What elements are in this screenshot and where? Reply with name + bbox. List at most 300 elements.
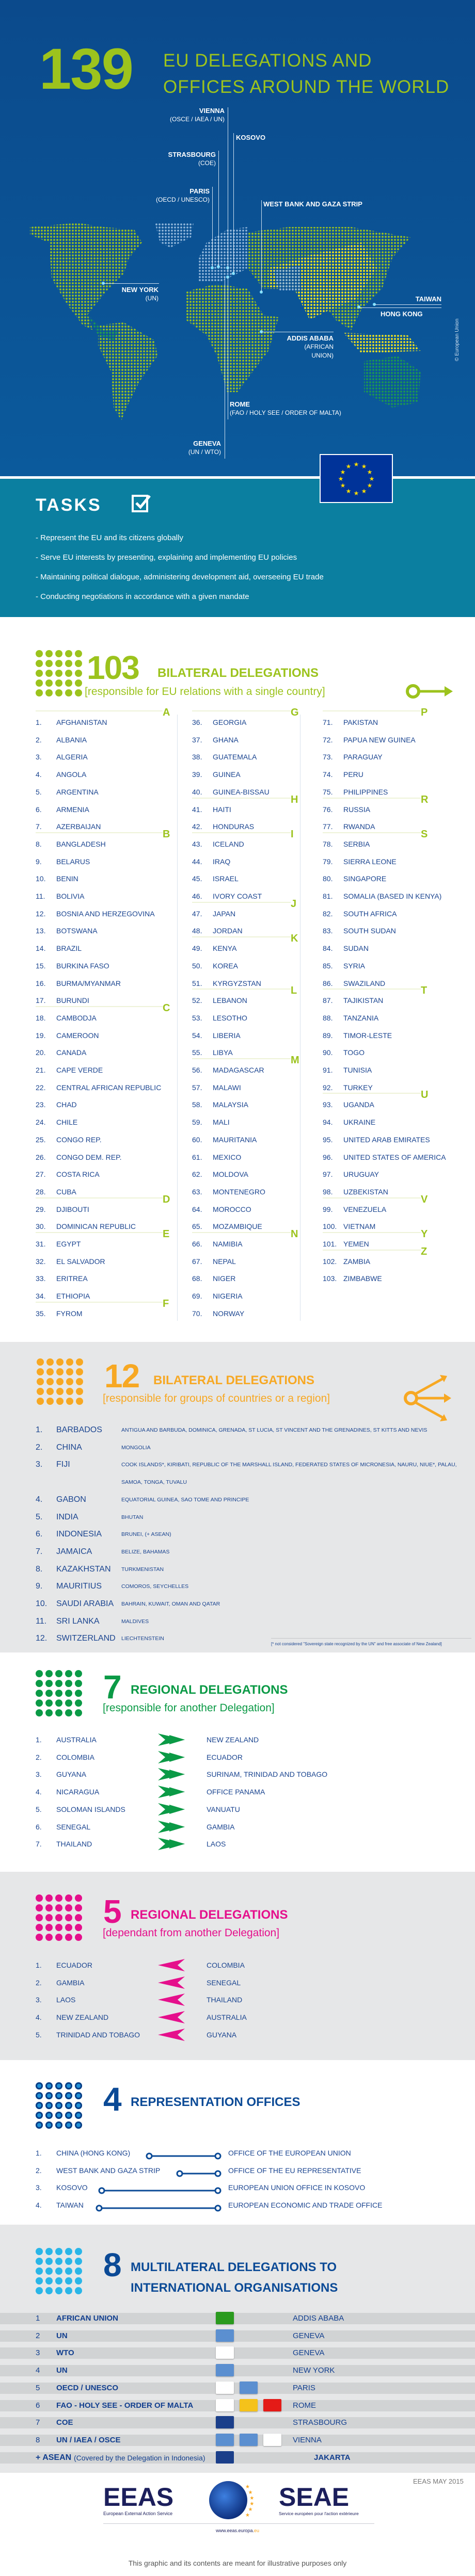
task-item: - Maintaining political dialogue, administering development aid, overseeing EU trade — [36, 573, 324, 581]
row-number: 96. — [323, 1153, 333, 1161]
country-name: NAMIBIA — [213, 1240, 243, 1248]
covered-countries: MONGOLIA — [121, 1444, 151, 1451]
group-row — [36, 1456, 469, 1486]
regional-row — [36, 1835, 345, 1853]
country-row — [323, 1113, 441, 1131]
delegation-name: TRINIDAD AND TOBAGO — [56, 2030, 140, 2039]
country-name: ANGOLA — [56, 770, 87, 779]
dot — [36, 1670, 43, 1677]
country-name: UNITED ARAB EMIRATES — [343, 1135, 430, 1144]
country-row — [192, 1253, 313, 1270]
dot — [36, 2092, 43, 2099]
dot — [75, 1904, 82, 1911]
country-name: PARAGUAY — [343, 753, 383, 762]
dot — [36, 689, 43, 696]
group-row — [36, 1509, 469, 1526]
dot — [55, 1894, 62, 1902]
country-name: JORDAN — [213, 927, 243, 935]
country-row — [192, 1183, 313, 1201]
row-number: 22. — [36, 1083, 46, 1092]
dot — [65, 1914, 72, 1921]
dot — [75, 1709, 82, 1716]
delegation-name: SOLOMAN ISLANDS — [56, 1805, 125, 1813]
regional-responsible-subtitle: [responsible for another Delegation] — [103, 1702, 275, 1714]
row-number: 82. — [323, 909, 333, 918]
asean-note: (Covered by the Delegation in Indonesia) — [74, 2453, 205, 2462]
dot — [65, 2258, 72, 2265]
map-label-paris: PARIS (OECD / UNESCO) — [155, 187, 210, 203]
country-row — [36, 1148, 185, 1166]
row-number: 4. — [36, 2201, 42, 2210]
covered-countries: ANTIGUA AND BARBUDA, DOMINICA, GRENADA, ST LUCIA, ST VINCENT AND THE GRENADINES, ST KITTS AND NEVIS — [121, 1427, 427, 1433]
country-row — [36, 1131, 185, 1148]
representation-title: REPRESENTATION OFFICES — [131, 2095, 300, 2109]
country-name: LEBANON — [213, 996, 247, 1005]
dot — [55, 2277, 62, 2285]
dot — [75, 2121, 82, 2129]
holy-see-logo-icon — [240, 2399, 258, 2411]
country-row — [36, 783, 185, 801]
country-name: GHANA — [213, 735, 239, 744]
dot — [75, 1914, 82, 1921]
partner-name: GAMBIA — [207, 1822, 235, 1831]
letter-divider — [323, 1250, 421, 1251]
row-number: 77. — [323, 822, 333, 831]
place-name: CHINA (HONG KONG) — [56, 2149, 131, 2157]
row-number: 91. — [323, 1066, 333, 1074]
svg-text:★: ★ — [340, 482, 346, 489]
country-row — [36, 957, 185, 975]
dot — [75, 660, 82, 667]
row-number: 80. — [323, 874, 333, 883]
country-row — [192, 1201, 313, 1218]
country-name: VIETNAM — [343, 1222, 376, 1231]
regional-row — [36, 1974, 345, 1991]
country-row — [36, 870, 185, 887]
arrow-right-icon — [158, 1751, 185, 1763]
country-name: MONTENEGRO — [213, 1187, 265, 1196]
row-number: 10. — [36, 1599, 48, 1608]
country-name: TOGO — [343, 1048, 365, 1057]
row-number: 1. — [36, 1961, 42, 1969]
row-number: 52. — [192, 996, 202, 1005]
country-name: TIMOR-LESTE — [343, 1031, 392, 1040]
row-number: 5. — [36, 2030, 42, 2039]
row-number: 40. — [192, 787, 202, 796]
row-number: 60. — [192, 1135, 202, 1144]
dot — [76, 1398, 83, 1405]
alphabet-letter: A — [163, 707, 170, 718]
group-row — [36, 1421, 469, 1439]
country-name: TANZANIA — [343, 1013, 379, 1022]
alphabet-letter: S — [421, 828, 428, 840]
dot — [36, 2102, 43, 2109]
delegation-name: NICARAGUA — [56, 1788, 100, 1796]
dot — [37, 1358, 44, 1366]
covered-countries: BHUTAN — [121, 1514, 144, 1520]
country-name: UNITED STATES OF AMERICA — [343, 1153, 446, 1161]
dot — [76, 1368, 83, 1375]
country-name: BOLIVIA — [56, 892, 85, 900]
letter-divider — [192, 1058, 291, 1059]
partner-name: THAILAND — [207, 1996, 243, 2004]
alphabet-letter: N — [291, 1228, 298, 1240]
dot — [55, 2112, 62, 2119]
dot — [55, 1680, 62, 1687]
regional-row — [36, 1765, 345, 1783]
representation-row — [36, 2179, 428, 2196]
dot — [56, 1368, 64, 1375]
row-number: 5. — [36, 1512, 43, 1521]
row-number: 9. — [36, 1582, 43, 1591]
row-number: 1 — [36, 2314, 40, 2323]
dot — [36, 2112, 43, 2119]
row-number: 59. — [192, 1118, 202, 1127]
row-number: 10. — [36, 874, 46, 883]
country-name: BURKINA FASO — [56, 961, 109, 970]
alphabet-letter: J — [291, 898, 297, 910]
iaea-logo-icon — [240, 2434, 258, 2446]
country-name: EGYPT — [56, 1240, 81, 1248]
country-name: TUNISIA — [343, 1066, 372, 1074]
country-name: AFGHANISTAN — [56, 718, 107, 726]
delegation-name: ECUADOR — [56, 1961, 93, 1969]
dot — [45, 2082, 53, 2089]
row-number: 19. — [36, 1031, 46, 1040]
city-name: PARIS — [293, 2383, 315, 2392]
dot — [55, 2092, 62, 2099]
row-number: 70. — [192, 1309, 202, 1318]
row-number: 11. — [36, 1616, 47, 1626]
dot — [45, 2258, 53, 2265]
alphabet-letter: K — [291, 933, 298, 945]
row-number: 2. — [36, 2166, 42, 2175]
row-number: 73. — [323, 753, 333, 762]
dot — [65, 2082, 72, 2089]
row-number: 71. — [323, 718, 333, 726]
regional-row — [36, 2008, 345, 2026]
organisation-name: COE — [56, 2418, 73, 2427]
map-label-addis-ababa: ADDIS ABABA (AFRICAN UNION) — [287, 334, 334, 359]
letter-divider — [192, 902, 291, 903]
place-name: KOSOVO — [56, 2183, 88, 2192]
row-number: 101. — [323, 1240, 337, 1248]
letter-divider — [192, 798, 291, 799]
representation-row — [36, 2162, 428, 2179]
country-name: SOMALIA (BASED IN KENYA) — [343, 892, 442, 900]
group-row — [36, 1561, 469, 1578]
bilateral-dots-icon — [36, 650, 82, 696]
dot — [65, 2121, 72, 2129]
office-name: EUROPEAN UNION OFFICE IN KOSOVO — [228, 2183, 366, 2192]
dot — [75, 1670, 82, 1677]
row-number: 8. — [36, 1564, 43, 1574]
arrow-right-icon — [158, 1803, 185, 1816]
row-number: 100. — [323, 1222, 337, 1231]
row-number: 99. — [323, 1205, 333, 1213]
country-row — [192, 1305, 313, 1322]
dot — [75, 2287, 82, 2294]
country-row — [192, 870, 313, 887]
map-label-west-bank: WEST BANK AND GAZA STRIP — [263, 200, 362, 208]
tasks-section — [0, 479, 475, 617]
dot — [65, 1934, 72, 1941]
dot — [55, 2102, 62, 2109]
country-name: MEXICO — [213, 1153, 242, 1161]
country-name: GUINEA — [213, 770, 241, 779]
group-row — [36, 1595, 469, 1613]
representation-row — [36, 2144, 428, 2162]
country-row — [323, 748, 441, 766]
row-number: 25. — [36, 1135, 46, 1144]
row-number: 43. — [192, 839, 202, 848]
row-number: 79. — [323, 857, 333, 866]
tasks-title: TASKS — [36, 495, 102, 515]
dot — [75, 2258, 82, 2265]
letter-divider — [323, 798, 421, 799]
letter-divider — [192, 832, 291, 833]
covered-countries: TURKMENISTAN — [121, 1566, 164, 1573]
alphabet-letter: F — [163, 1298, 169, 1309]
row-number: 3. — [36, 1460, 43, 1469]
country-name: GUINEA-BISSAU — [213, 787, 270, 796]
dot — [75, 1680, 82, 1687]
country-name: BOTSWANA — [56, 927, 98, 935]
row-number: 4. — [36, 1788, 42, 1796]
country-name: KAZAKHSTAN — [56, 1564, 111, 1574]
country-row — [192, 1270, 313, 1287]
bilateral-group-count: 12 — [104, 1357, 139, 1395]
dot — [36, 2082, 43, 2089]
group-row — [36, 1491, 469, 1509]
row-number: 74. — [323, 770, 333, 779]
multilateral-title-line1: MULTILATERAL DELEGATIONS TO — [131, 2260, 337, 2274]
row-number: 93. — [323, 1100, 333, 1109]
svg-text:★: ★ — [353, 490, 359, 497]
partner-name: GUYANA — [207, 2030, 237, 2039]
country-name: CUBA — [56, 1187, 76, 1196]
organisation-name: AFRICAN UNION — [56, 2314, 118, 2323]
covered-countries: MALDIVES — [121, 1618, 149, 1625]
row-number: 98. — [323, 1187, 333, 1196]
country-name: SUDAN — [343, 944, 369, 953]
country-name: PERU — [343, 770, 363, 779]
row-number: 27. — [36, 1170, 46, 1179]
dot — [75, 650, 82, 657]
row-number: 39. — [192, 770, 202, 779]
dot — [75, 679, 82, 687]
dot — [36, 1709, 43, 1716]
arrow-left-icon — [158, 1994, 185, 2006]
dot — [45, 650, 53, 657]
dot — [37, 1368, 44, 1375]
country-row — [36, 1113, 185, 1131]
row-number: 34. — [36, 1292, 46, 1301]
dot — [65, 1690, 72, 1697]
row-number: 65. — [192, 1222, 202, 1231]
country-name: JAPAN — [213, 909, 236, 918]
delegation-name: THAILAND — [56, 1840, 92, 1849]
country-name: MADAGASCAR — [213, 1066, 264, 1074]
delegation-name: SENEGAL — [56, 1822, 91, 1831]
row-number: 66. — [192, 1240, 202, 1248]
arrow-left-icon — [158, 2011, 185, 2023]
arrow-right-icon — [158, 1768, 185, 1780]
partner-name: OFFICE PANAMA — [207, 1788, 265, 1796]
group-row — [36, 1630, 469, 1647]
row-number: 15. — [36, 961, 46, 970]
row-number: 46. — [192, 892, 202, 900]
country-name: CONGO DEM. REP. — [56, 1153, 122, 1161]
delegation-name: GAMBIA — [56, 1978, 85, 1987]
row-number: 75. — [323, 787, 333, 796]
row-number: 14. — [36, 944, 46, 953]
regional-row — [36, 1991, 345, 2008]
country-row — [192, 731, 313, 749]
country-name: CHAD — [56, 1100, 77, 1109]
country-row — [323, 887, 441, 905]
row-number: 3. — [36, 1770, 42, 1779]
alphabet-letter: M — [291, 1055, 299, 1066]
row-number: 12. — [36, 1634, 48, 1643]
country-row — [192, 835, 313, 853]
dot — [65, 689, 72, 696]
footnote: [* not considered "Sovereign state recognized by the UN" and free associate of New Zealand] — [271, 1642, 442, 1646]
country-name: ISRAEL — [213, 874, 239, 883]
dot — [56, 1398, 64, 1405]
map-label-geneva: GENEVA (UN / WTO) — [188, 440, 221, 456]
svg-text:★: ★ — [345, 463, 352, 470]
country-name: BRAZIL — [56, 944, 82, 953]
asean-row — [0, 2452, 475, 2464]
row-number: 1. — [36, 1736, 42, 1744]
letter-divider — [192, 936, 291, 937]
dot — [45, 1914, 53, 1921]
task-item: - Conducting negotiations in accordance with a given mandate — [36, 592, 249, 601]
svg-text:★: ★ — [367, 468, 373, 476]
partner-name: COLOMBIA — [207, 1961, 245, 1969]
dot — [65, 2287, 72, 2294]
country-name: ARGENTINA — [56, 787, 99, 796]
task-item: - Serve EU interests by presenting, explaining and implementing EU policies — [36, 553, 297, 562]
row-number: 78. — [323, 839, 333, 848]
letter-divider — [36, 1302, 163, 1303]
dot — [65, 650, 72, 657]
letter-divider — [36, 1006, 163, 1007]
country-name: RUSSIA — [343, 805, 371, 814]
row-number: 7. — [36, 1547, 43, 1556]
row-number: 88. — [323, 1013, 333, 1022]
row-number: 1. — [36, 1425, 43, 1434]
dot — [37, 1398, 44, 1405]
alphabet-letter: R — [421, 793, 429, 805]
dot — [45, 2112, 53, 2119]
alphabet-letter: U — [421, 1089, 429, 1101]
city-name: NEW YORK — [293, 2366, 335, 2375]
partner-name: VANUATU — [207, 1805, 240, 1813]
country-name: IVORY COAST — [213, 892, 262, 900]
single-arrow-icon — [405, 682, 455, 703]
svg-text:★: ★ — [340, 468, 346, 476]
dot — [45, 2287, 53, 2294]
dot — [36, 1914, 43, 1921]
country-name: NORWAY — [213, 1309, 245, 1318]
country-row — [36, 1270, 185, 1287]
dot — [36, 1680, 43, 1687]
country-name: KYRGYZSTAN — [213, 979, 261, 987]
map-label-strasbourg: STRASBOURG (COE) — [168, 151, 216, 167]
country-name: RWANDA — [343, 822, 375, 831]
country-name: KENYA — [213, 944, 237, 953]
dot — [55, 2121, 62, 2129]
row-number: 3. — [36, 2183, 42, 2192]
dot — [65, 679, 72, 687]
row-number: 4 — [36, 2366, 40, 2375]
arrow-left-icon — [158, 1959, 185, 1971]
eeas-logo: EEAS European External Action Service ★ ★ ★ ★ ★ ★ SEAE Service européen pour l'action extérieure — [103, 2484, 374, 2525]
row-number: 17. — [36, 996, 46, 1005]
country-name: ALGERIA — [56, 753, 88, 762]
country-row — [192, 1096, 313, 1113]
country-row — [192, 957, 313, 975]
row-number: 3. — [36, 1996, 42, 2004]
country-name: NIGER — [213, 1274, 236, 1283]
dot — [55, 2287, 62, 2294]
regional-dependant-dots-icon — [36, 1894, 82, 1941]
country-name: EL SALVADOR — [56, 1257, 105, 1266]
coe-logo-icon — [216, 2416, 234, 2428]
dot — [55, 2258, 62, 2265]
alphabet-letter: V — [421, 1193, 428, 1205]
country-row — [36, 853, 185, 870]
country-row — [192, 748, 313, 766]
task-item: - Represent the EU and its citizens globally — [36, 533, 183, 542]
country-name: URUGUAY — [343, 1170, 379, 1179]
dot — [45, 1699, 53, 1707]
country-name: BURMA/MYANMAR — [56, 979, 121, 987]
country-name: MOROCCO — [213, 1205, 251, 1213]
row-number: 5 — [36, 2383, 40, 2392]
row-number: 44. — [192, 857, 202, 866]
multilateral-title-line2: INTERNATIONAL ORGANISATIONS — [131, 2281, 338, 2295]
dot — [76, 1378, 83, 1385]
map-label-taiwan: TAIWAN — [415, 295, 441, 303]
dot — [55, 1904, 62, 1911]
country-name: SYRIA — [343, 961, 366, 970]
group-row — [36, 1439, 469, 1456]
row-number: 51. — [192, 979, 202, 987]
country-name: UKRAINE — [343, 1118, 376, 1127]
dot — [65, 1670, 72, 1677]
country-name: LESOTHO — [213, 1013, 247, 1022]
country-name: MALI — [213, 1118, 230, 1127]
publication-date: EEAS MAY 2015 — [413, 2477, 464, 2485]
row-number: 41. — [192, 805, 202, 814]
website-link[interactable]: www.eeas.europa.eu — [215, 2528, 260, 2533]
alphabet-letter: C — [163, 1002, 170, 1014]
organisation-name: UN — [56, 2366, 68, 2375]
country-name: ETHIOPIA — [56, 1292, 90, 1301]
row-number: 83. — [323, 927, 333, 935]
country-row — [323, 939, 441, 957]
hero-map-section — [0, 0, 475, 477]
dot — [65, 1699, 72, 1707]
row-number: 8. — [36, 839, 42, 848]
dot — [55, 1914, 62, 1921]
row-number: 2. — [36, 735, 42, 744]
alphabet-letter: B — [163, 828, 170, 840]
letter-divider — [192, 989, 291, 990]
